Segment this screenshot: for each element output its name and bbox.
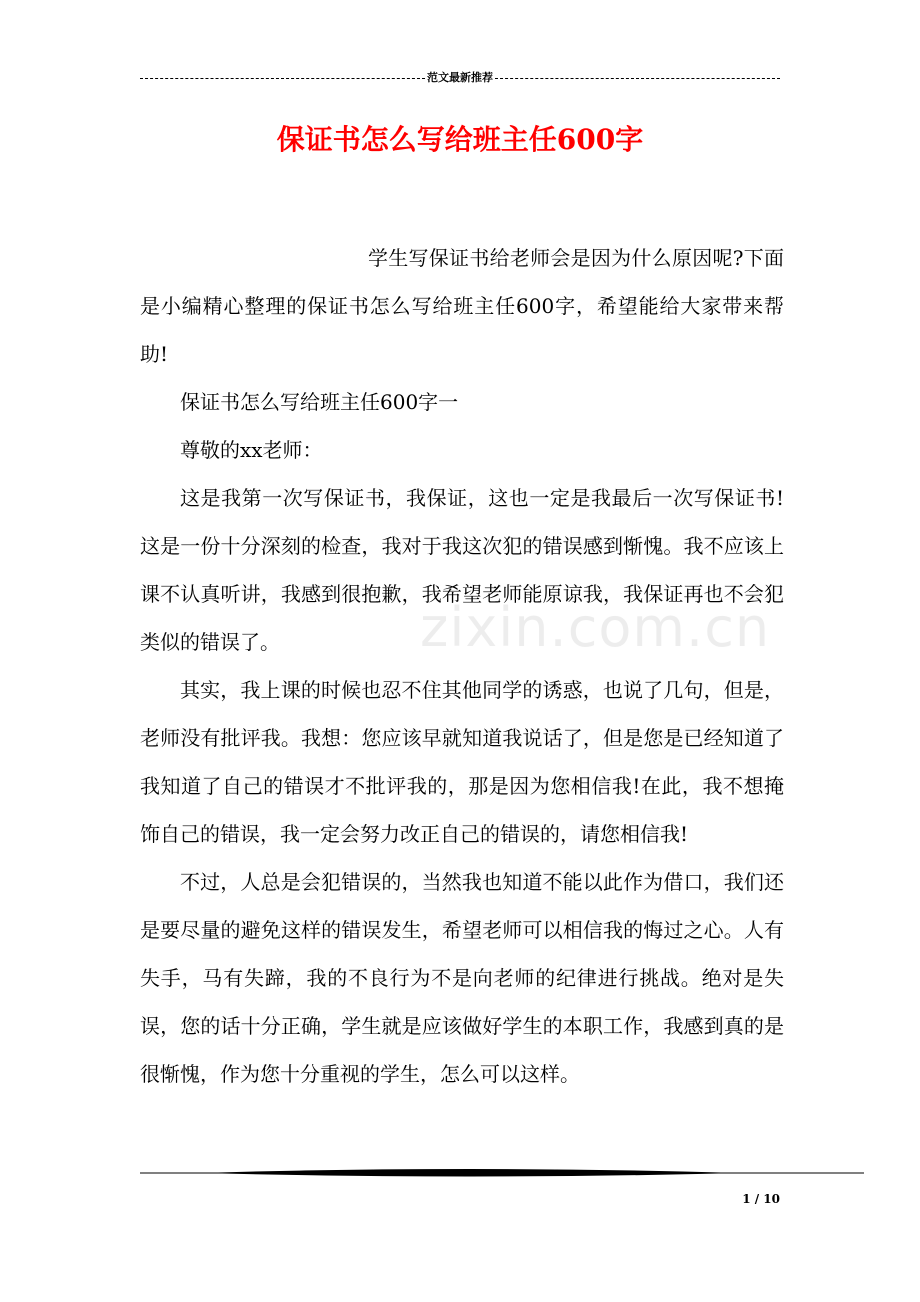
footer-rule	[140, 1166, 864, 1180]
body-paragraph: 其实，我上课的时候也忍不住其他同学的诱惑，也说了几句，但是，老师没有批评我。我想：您应该早就知道我说话了，但是您是已经知道了我知道了自己的错误才不批评我的，那是因为您相信我!在此，我不想掩饰自己的错误，我一定会努力改正自己的错误的，请您相信我!	[140, 678, 784, 846]
section-heading: 保证书怎么写给班主任600字一	[180, 390, 459, 414]
watermark: zixin.com.cn	[420, 596, 771, 659]
intro-paragraph: 学生写保证书给老师会是因为什么原因呢?下面是小编精心整理的保证书怎么写给班主任600字，希望能给大家带来帮助!	[140, 246, 784, 366]
body-paragraph: 这是我第一次写保证书，我保证，这也一定是我最后一次写保证书!这是一份十分深刻的检查，我对于我这次犯的错误感到惭愧。我不应该上课不认真听讲，我感到很抱歉，我希望老师能原谅我，我保证再也不会犯类似的错误了。	[140, 486, 784, 654]
header-label: 范文最新推荐	[427, 71, 493, 84]
salutation: 尊敬的xx老师：	[180, 438, 323, 462]
page-number: 1 / 10	[742, 1192, 780, 1206]
document-title: 保证书怎么写给班主任600字	[276, 123, 644, 156]
header-dash-left	[140, 78, 425, 79]
body-paragraph: 不过，人总是会犯错误的，当然我也知道不能以此作为借口，我们还是要尽量的避免这样的错误发生，希望老师可以相信我的悔过之心。人有失手，马有失蹄，我的不良行为不是向老师的纪律进行挑战。绝对是失误，您的话十分正确，学生就是应该做好学生的本职工作，我感到真的是很惭愧，作为您十分重视的学生，怎么可以这样。	[140, 870, 784, 1086]
page-header	[140, 70, 780, 86]
document-body	[140, 234, 784, 1098]
header-dash-right	[495, 78, 780, 79]
